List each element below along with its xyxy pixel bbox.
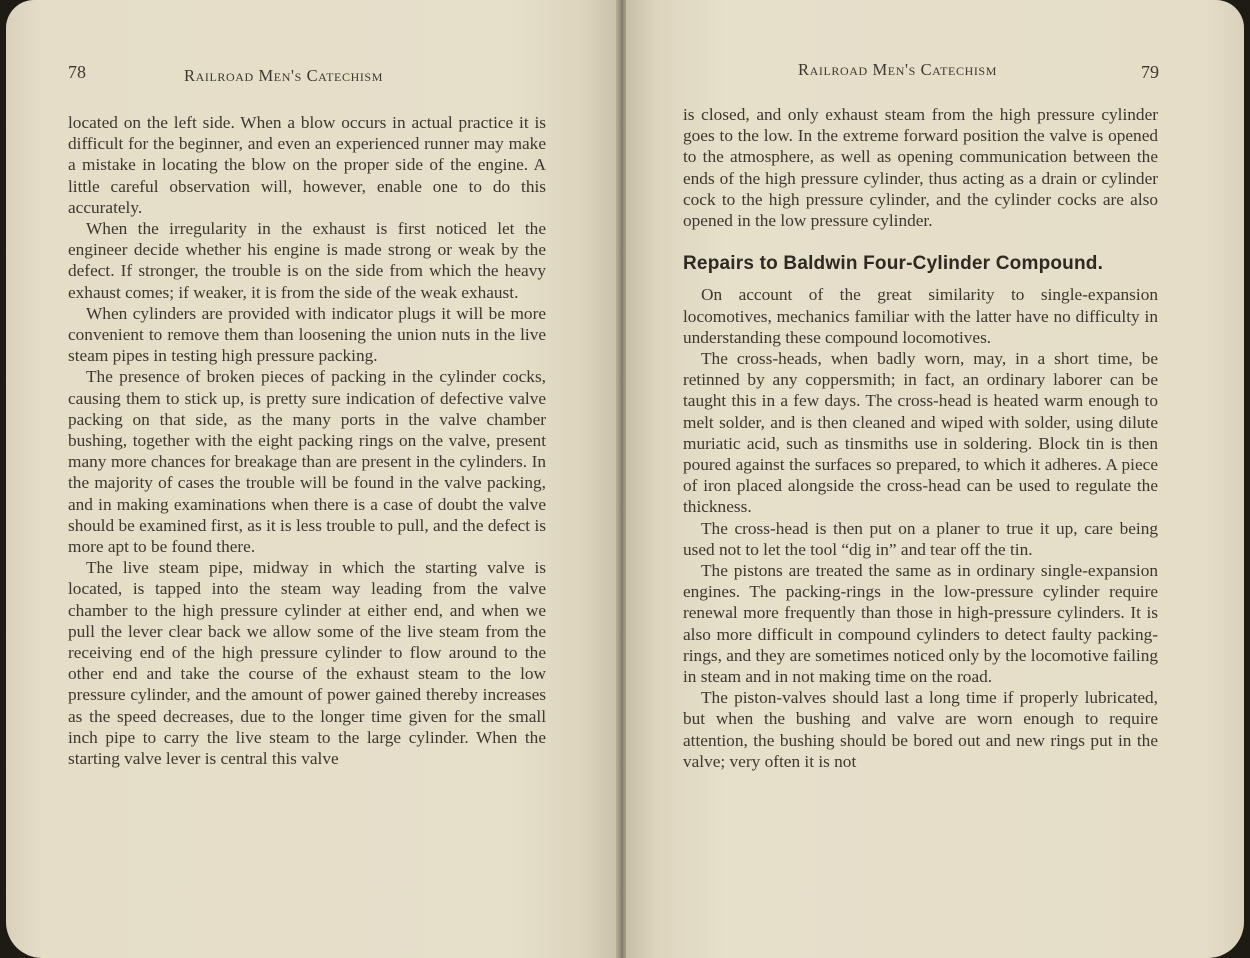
left-page — [6, 0, 618, 958]
running-head — [798, 60, 997, 80]
paragraph: On account of the great similarity to single-expansion locomotives, mechanics familiar with the latter have no difficulty in understanding these compound locomotives. — [683, 285, 1158, 347]
body-text — [683, 104, 1158, 772]
running-head-text: Railroad Men's Catechism — [798, 60, 997, 79]
paragraph: The cross-head is then put on a planer to true it up, care being used not to let the tool “dig in” and tear off the tin. — [683, 518, 1158, 559]
paragraph: The presence of broken pieces of packing in the cylinder cocks, causing them to stick up, is pretty sure indication of defective valve packing on that side, as the many ports in the valve chamber bushing, together with the eight packing rings on the valve, present many more chances for breakage than are present in the cylinders. In the majority of cases the trouble will be found in the valve packing, and in making examinations when there is a case of doubt the valve should be examined first, as it is less trouble to pull, and the defect is more apt to be found there. — [68, 367, 546, 557]
page-number: 78 — [68, 62, 86, 82]
paragraph: located on the left side. When a blow occurs in actual practice it is difficult for the beginner, and even an experienced runner may make a mistake in locating the blow on the proper side of the engine. A little careful observation will, however, enable one to do this accurately. — [68, 113, 546, 217]
body-text — [68, 112, 546, 769]
paragraph: The live steam pipe, midway in which the starting valve is located, is tapped into the steam way leading from the valve chamber to the high pressure cylinder at either end, and when we pull the lever clear back we allow some of the live steam from the receiving end of the high pressure cylinder to flow around to the other end and take the course of the exhaust steam to the low pressure cylinder, and the amount of power gained thereby increases as the speed decreases, due to the longer time given for the small inch pipe to carry the live steam to the large cylinder. When the starting valve lever is central this valve — [68, 558, 546, 769]
running-head — [184, 66, 383, 86]
paragraph: is closed, and only exhaust steam from the high pressure cylinder goes to the low. In the extreme forward position the valve is opened to the atmosphere, as well as opening communication between the ends of the high pressure cylinder, thus acting as a drain or cylinder cock to the high pressure cylinder, and the cylinder cocks are also opened in the low pressure cylinder. — [683, 105, 1158, 231]
section-heading: Repairs to Baldwin Four-Cylinder Compound. — [683, 253, 1104, 275]
paragraph: The cross-heads, when badly worn, may, in a short time, be retinned by any coppersmith; in fact, an ordinary laborer can be taught this in a few days. The cross-head is heated warm enough to melt solder, and is then cleaned and wiped with solder, using dilute muriatic acid, such as tinsmiths use in soldering. Block tin is then poured against the surfaces so prepared, to which it adheres. A piece of iron placed alongside the cross-head can be used to regulate the thickness. — [683, 349, 1158, 517]
paragraph: When the irregularity in the exhaust is first noticed let the engineer decide whether his engine is made strong or weak by the defect. If stronger, the trouble is on the side from which the heavy exhaust comes; if weaker, it is from the side of the weak exhaust. — [68, 219, 546, 302]
paragraph: The piston-valves should last a long time if properly lubricated, but when the bushing and valve are worn enough to require attention, the bushing should be bored out and new rings put in the valve; very often it is not — [683, 688, 1158, 771]
page-number: 79 — [1141, 62, 1159, 82]
right-page — [626, 0, 1244, 958]
paragraph: The pistons are treated the same as in ordinary single-expansion engines. The packing-rings in the low-pressure cylinder require renewal more frequently than those in high-pressure cylinders. It is also more difficult in compound cylinders to detect faulty packing-rings, and they are sometimes noticed only by the locomotive failing in steam and in not making time on the road. — [683, 561, 1158, 687]
running-head-text: Railroad Men's Catechism — [184, 66, 383, 85]
paragraph: When cylinders are provided with indicator plugs it will be more convenient to remove them than loosening the union nuts in the live steam pipes in testing high pressure packing. — [68, 303, 546, 366]
